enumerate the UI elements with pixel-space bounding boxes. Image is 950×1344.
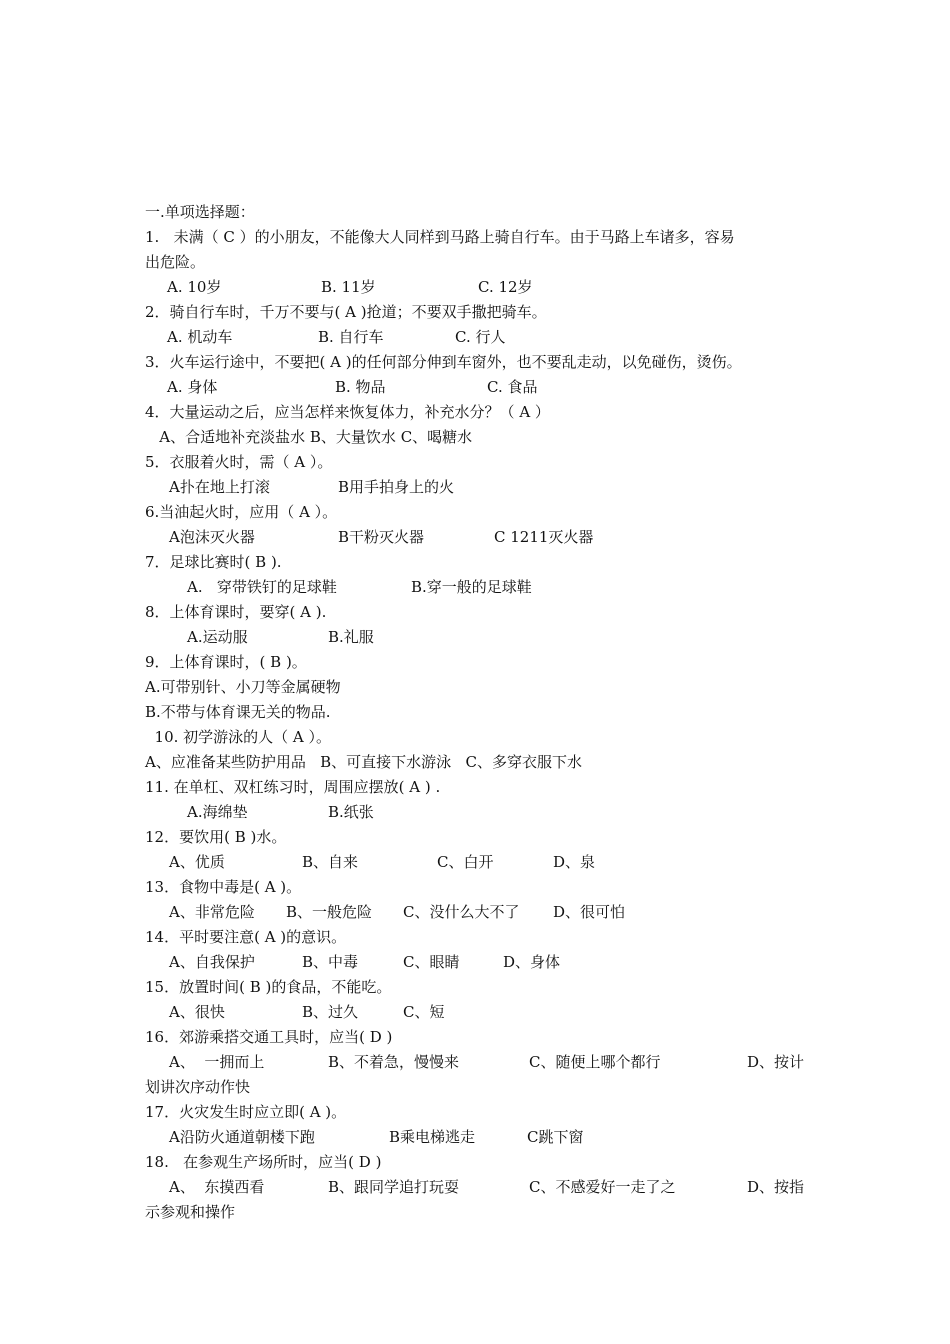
option-d: D、按指 (747, 1178, 805, 1196)
option-b: B干粉灭火器 (338, 528, 425, 546)
option-c: C、随便上哪个都行 (529, 1053, 661, 1071)
question-16: 16．郊游乘搭交通工具时，应当( D ) (145, 1028, 393, 1046)
question-6: 6.当油起火时，应用（ A ）。 (145, 503, 338, 521)
option-a: A扑在地上打滚 (169, 478, 270, 496)
options-3 (145, 377, 538, 397)
option-b: B乘电梯逃走 (389, 1128, 476, 1146)
option-b: B.纸张 (328, 803, 374, 821)
option-a: A. 机动车 (167, 328, 233, 346)
option-c: C、没什么大不了 (403, 903, 520, 921)
option-d: D、按计 (747, 1053, 805, 1071)
section-title: 一.单项选择题： (145, 203, 255, 221)
option-b: B. 自行车 (318, 328, 384, 346)
question-18: 18. 在参观生产场所时，应当( D ) (145, 1153, 382, 1171)
option-b: B.穿一般的足球鞋 (411, 578, 532, 596)
question-14: 14．平时要注意( A )的意识。 (145, 928, 347, 946)
option-c: C跳下窗 (527, 1128, 584, 1146)
options-11 (145, 802, 374, 822)
option-a: A. 10岁 (167, 278, 222, 296)
options-7 (145, 577, 532, 597)
options-18 (145, 1177, 805, 1197)
question-1: 1. 未满（ C ）的小朋友，不能像大人同样到马路上骑自行车。由于马路上车诸多，容易 (145, 228, 735, 246)
question-5: 5．衣服着火时，需（ A ）。 (145, 453, 333, 471)
option-d: D、身体 (503, 953, 561, 971)
question-16-cont: 划讲次序动作快 (145, 1078, 251, 1096)
option-c: C、眼睛 (403, 953, 460, 971)
option-c: C 1211灭火器 (494, 528, 594, 546)
option-b: B.礼服 (328, 628, 374, 646)
option-c: C. 12岁 (478, 278, 533, 296)
options-12 (145, 852, 596, 872)
options-2 (145, 327, 506, 347)
option-c: C、不感爱好一走了之 (529, 1178, 676, 1196)
options-16 (145, 1052, 805, 1072)
option-a: A泡沫灭火器 (169, 528, 255, 546)
options-17 (145, 1127, 584, 1147)
option-a: A. 穿带铁钉的足球鞋 (187, 578, 337, 596)
option-a: A、 东摸西看 (169, 1178, 265, 1196)
question-9: 9．上体育课时，( B )。 (145, 653, 307, 671)
question-10: 10. 初学游泳的人（ A ）。 (145, 728, 332, 746)
option-c: C. 行人 (455, 328, 506, 346)
option-b: B、中毒 (302, 953, 359, 971)
question-13: 13．食物中毒是( A )。 (145, 878, 302, 896)
option-b: B、自来 (302, 853, 359, 871)
question-17: 17．火灾发生时应立即( A )。 (145, 1103, 347, 1121)
option-a: A.海绵垫 (187, 803, 248, 821)
options-14 (145, 952, 561, 972)
question-8: 8．上体育课时，要穿( A ). (145, 603, 327, 621)
option-c: C、短 (403, 1003, 445, 1021)
option-a: A.运动服 (187, 628, 248, 646)
question-12: 12．要饮用( B )水。 (145, 828, 287, 846)
option-a: A、 一拥而上 (169, 1053, 265, 1071)
option-a: A、非常危险 (169, 903, 255, 921)
question-18-cont: 示参观和操作 (145, 1203, 236, 1221)
options-13 (145, 902, 626, 922)
option-a: A、很快 (169, 1003, 225, 1021)
option-9a: A.可带别针、小刀等金属硬物 (145, 678, 341, 696)
option-c: C. 食品 (487, 378, 538, 396)
option-a: A、自我保护 (169, 953, 255, 971)
option-d: D、很可怕 (553, 903, 626, 921)
option-b: B用手拍身上的火 (338, 478, 455, 496)
question-3: 3．火车运行途中，不要把( A )的任何部分伸到车窗外，也不要乱走动，以免碰伤，烫伤。 (145, 353, 742, 371)
question-7: 7．足球比赛时( B ). (145, 553, 282, 571)
option-b: B、不着急，慢慢来 (328, 1053, 460, 1071)
question-2: 2．骑自行车时，千万不要与( A )抢道；不要双手撒把骑车。 (145, 303, 547, 321)
option-a: A沿防火通道朝楼下跑 (169, 1128, 315, 1146)
option-9b: B.不带与体育课无关的物品. (145, 703, 331, 721)
option-c: C、白开 (437, 853, 494, 871)
option-a: A、优质 (169, 853, 225, 871)
question-1-cont: 出危险。 (145, 253, 206, 271)
option-b: B、一般危险 (286, 903, 373, 921)
options-15 (145, 1002, 445, 1022)
options-8 (145, 627, 374, 647)
option-d: D、泉 (553, 853, 596, 871)
option-b: B、跟同学追打玩耍 (328, 1178, 460, 1196)
question-4: 4．大量运动之后，应当怎样来恢复体力，补充水分？（ A ） (145, 403, 550, 421)
option-b: B. 物品 (335, 378, 386, 396)
question-11: 11. 在单杠、双杠练习时，周围应摆放( A ) . (145, 778, 441, 796)
options-4: A、合适地补充淡盐水 B、大量饮水 C、喝糖水 (145, 428, 473, 446)
option-a: A. 身体 (167, 378, 218, 396)
option-b: B. 11岁 (321, 278, 376, 296)
options-1 (145, 277, 533, 297)
options-10: A、应准备某些防护用品 B、可直接下水游泳 C、多穿衣服下水 (145, 753, 582, 771)
options-6 (145, 527, 594, 547)
option-b: B、过久 (302, 1003, 359, 1021)
question-15: 15．放置时间( B )的食品，不能吃。 (145, 978, 392, 996)
options-5 (145, 477, 455, 497)
